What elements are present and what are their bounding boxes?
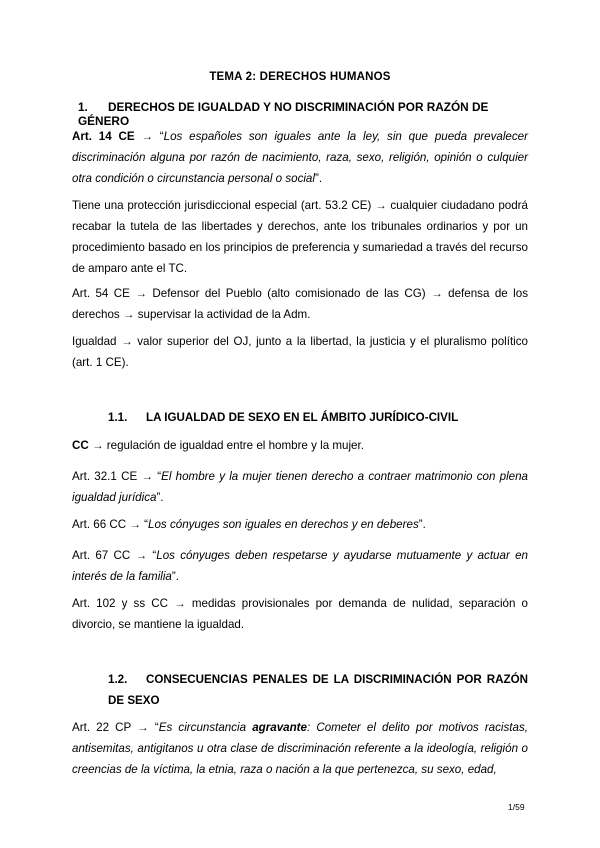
section-1-2-heading [108,669,528,711]
paragraph-art-32 [72,466,528,508]
section-1-2-number: 1.2. [108,673,128,686]
paragraph-art-54: Art. 54 CE → Defensor del Pueblo (alto comisionado de las CG) → defensa de los derechos → supervisar la actividad de la Adm. [72,287,528,321]
art-14-label: Art. 14 CE [72,130,135,143]
section-1-number: 1. [78,100,88,114]
art-67-pre: Art. 67 CC → “ [72,549,157,562]
cc-text: → regulación de igualdad entre el hombre y la mujer. [88,439,364,452]
art-22-pre: Art. 22 CP → “ [72,721,159,734]
art-66-quote: Los cónyuges son iguales en derechos y en deberes [148,518,419,531]
art-66-end: ”. [418,518,426,531]
paragraph-art-67 [72,545,528,587]
section-1-1-heading [108,407,528,428]
art-22-quote-start: Es circunstancia [158,721,253,734]
paragraph-art-66 [72,514,528,535]
art-66-pre: Art. 66 CC → “ [72,518,149,531]
art-67-end: ”. [171,570,179,583]
paragraph-proteccion: Tiene una protección jurisdiccional especial (art. 53.2 CE) → cualquier ciudadano podrá recabar la tutela de las libertades y derechos, ante los tribunales ordinarios y por un procedimiento basado en los principios de preferencia y sumariedad a través del recurso de amparo ante el TC. [72,199,528,275]
art-32-pre: Art. 32.1 CE → “ [72,470,162,483]
paragraph-cc [72,435,528,456]
art-22-quote-rest: : Cometer el delito por motivos racistas, antisemitas, antigitanos u otra clase de discriminación referente a la ideología, religión o creencias de la víctima, la etnia, raza o nación a la que pertenezca, su sexo, edad, [72,721,528,776]
paragraph-art-22 [72,717,528,780]
paragraph-igualdad: Igualdad → valor superior del OJ, junto a la libertad, la justicia y el pluralismo político (art. 1 CE). [72,335,528,369]
paragraph-art-102: Art. 102 y ss CC → medidas provisionales por demanda de nulidad, separación o divorcio, se mantiene la igualdad. [72,597,528,631]
page-number: 1/59 [508,802,525,812]
art-32-quote: El hombre y la mujer tienen derecho a contraer matrimonio con plena igualdad jurídica [72,470,528,504]
section-1-title: DERECHOS DE IGUALDAD Y NO DISCRIMINACIÓN POR RAZÓN DE GÉNERO [78,100,489,128]
section-1-heading [78,100,538,128]
art-22-agravante: agravante [252,721,307,734]
art-14-end: ”. [314,172,323,185]
section-1-1-number: 1.1. [108,411,128,424]
art-67-quote: Los cónyuges deben respetarse y ayudarse mutuamente y actuar en interés de la familia [72,549,528,583]
art-14-arrow: → “ [134,130,164,143]
paragraph-art-14 [72,126,528,189]
cc-label: CC [72,439,89,452]
section-1-1-title: LA IGUALDAD DE SEXO EN EL ÁMBITO JURÍDICO-CIVIL [146,411,459,424]
document-title: TEMA 2: DERECHOS HUMANOS [209,71,391,83]
art-14-quote: Los españoles son iguales ante la ley, sin que pueda prevalecer discriminación alguna por razón de nacimiento, raza, sexo, religión, opinión o culquier otra condición o circunstancia personal o social [72,130,528,185]
section-1-2-title: CONSECUENCIAS PENALES DE LA DISCRIMINACIÓN POR RAZÓN DE SEXO [108,673,528,707]
art-32-end: ”. [156,491,164,504]
